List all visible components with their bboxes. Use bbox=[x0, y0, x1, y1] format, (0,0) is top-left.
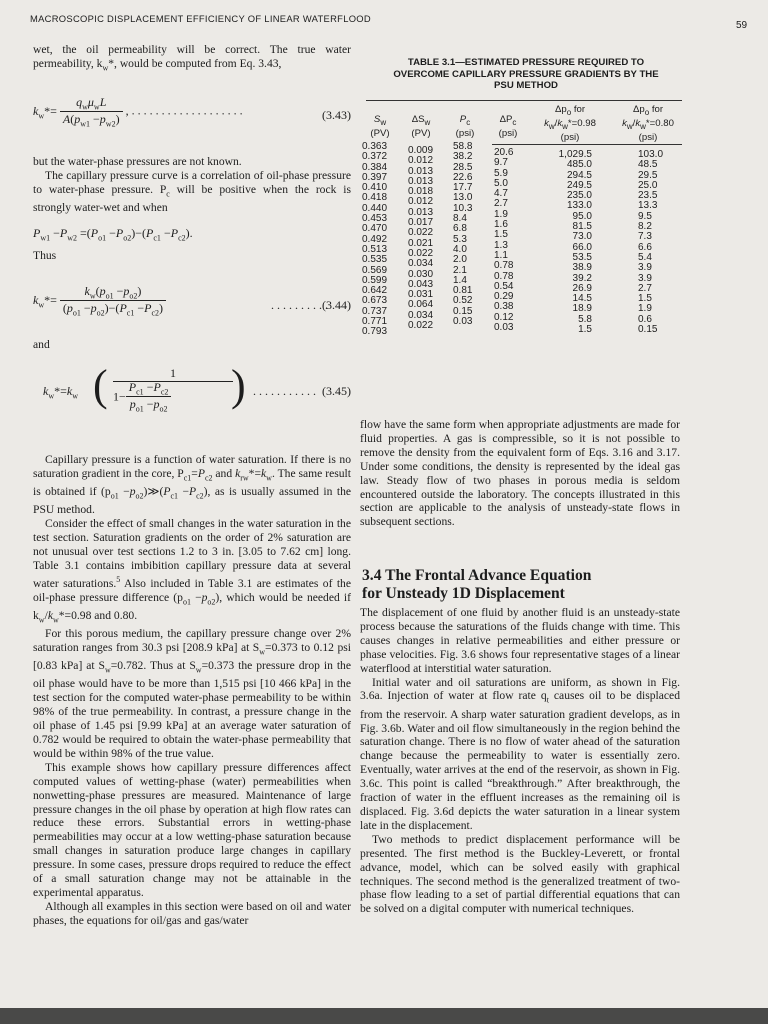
thus-label: Thus bbox=[33, 249, 57, 262]
table-cell-sw: 0.569 bbox=[362, 264, 388, 276]
table-cell-dp098: 38.9 bbox=[572, 262, 592, 274]
table-cell-dp098: 1,029.5 bbox=[558, 149, 592, 160]
table-cell-dsw: 0.031 bbox=[408, 289, 434, 301]
table-cell-sw: 0.737 bbox=[362, 305, 388, 317]
table-cell-dp080: 103.0 bbox=[638, 149, 664, 160]
table-cell-sw: 0.372 bbox=[362, 151, 388, 163]
table-cell-dpc: 5.0 bbox=[494, 177, 508, 189]
table-cell-dpc: 0.54 bbox=[494, 280, 514, 292]
column-sw bbox=[362, 142, 387, 338]
table-cell-pc: 10.3 bbox=[453, 202, 473, 214]
equation-3-43: $k_w*=$ $\frac{q_w\mu_wL}{A(p_{w1} -p_{w2})}$ , . . . . . . . . . . . . . . . . . . . (3.43) bbox=[33, 95, 351, 129]
table-cell-dsw: 0.022 bbox=[408, 227, 434, 239]
table-cell-dp098: 485.0 bbox=[566, 159, 592, 171]
table-cell-sw: 0.384 bbox=[362, 161, 388, 173]
table-cell-pc: 0.52 bbox=[453, 295, 473, 307]
table-cell-sw: 0.642 bbox=[362, 285, 388, 297]
table-cell-dsw: 0.012 bbox=[408, 155, 434, 167]
table-cell-sw: 0.535 bbox=[362, 254, 388, 266]
table-cell-dp080: 9.5 bbox=[638, 210, 652, 222]
table-cell-dp080: 1.5 bbox=[638, 293, 652, 305]
table-cell-dpc: 1.5 bbox=[494, 229, 508, 241]
equation-pressure-difference: $P_{w1} -P_{w2} =(P_{o1} -P_{o2})-(P_{c1} -P_{c2})$. bbox=[33, 226, 193, 243]
column-pc bbox=[453, 142, 472, 327]
table-cell-dpc: 0.03 bbox=[494, 322, 514, 334]
column-delta-sw bbox=[408, 146, 433, 331]
table-cell-pc: 5.3 bbox=[453, 233, 467, 245]
table-cell-sw: 0.440 bbox=[362, 202, 388, 214]
header-delta-pc: $\Delta P_c$ (psi) bbox=[498, 114, 518, 139]
table-cell-pc: 58.8 bbox=[453, 141, 473, 152]
table-cell-dsw: 0.018 bbox=[408, 186, 434, 198]
header-delta-sw: $\Delta S_w$ (PV) bbox=[411, 114, 431, 139]
table-cell-dsw: 0.012 bbox=[408, 196, 434, 208]
right-paragraph-1: flow have the same form when appropriate adjustments are made for fluid properties. A gas is compressible, so it is not possible to remove the density from the equivalent form of Eqs. 3.16 and 3.17. Under some conditions, the density is represented by the ideal gas law. Steady flow of two phases in porous media is seldom encountered outside the laboratory. The concepts illustrated in this section are applicable to the analysis of unsteady-state flows in subsequent sections. bbox=[360, 418, 680, 529]
table-cell-dp098: 95.0 bbox=[572, 210, 592, 222]
equation-number-3-44: (3.44) bbox=[322, 298, 351, 312]
table-cell-sw: 0.418 bbox=[362, 192, 388, 204]
table-cell-dp080: 29.5 bbox=[638, 169, 658, 181]
table-cell-sw: 0.410 bbox=[362, 182, 388, 194]
table-cell-dp080: 0.15 bbox=[638, 324, 658, 336]
running-head: MACROSCOPIC DISPLACEMENT EFFICIENCY OF LINEAR WATERFLOOD bbox=[30, 13, 371, 24]
table-cell-sw: 0.599 bbox=[362, 274, 388, 286]
table-cell-pc: 4.0 bbox=[453, 243, 467, 255]
table-cell-dp098: 235.0 bbox=[566, 190, 592, 202]
table-cell-pc: 2.1 bbox=[453, 264, 467, 276]
table-cell-dsw: 0.013 bbox=[408, 175, 434, 187]
table-cell-dsw: 0.034 bbox=[408, 258, 434, 270]
table-cell-pc: 6.8 bbox=[453, 223, 467, 235]
column-dp-098 bbox=[552, 150, 592, 335]
column-dp-080 bbox=[638, 150, 663, 335]
table-cell-dp080: 3.9 bbox=[638, 272, 652, 284]
left-paragraph-1: wet, the oil permeability will be correct. The true water permeability, $k_w*$, would be computed from Eq. 3.43, bbox=[33, 43, 351, 73]
page-number: 59 bbox=[736, 20, 748, 31]
table-cell-dp080: 7.3 bbox=[638, 231, 652, 243]
table-cell-dpc: 1.9 bbox=[494, 208, 508, 220]
table-cell-dpc: 0.29 bbox=[494, 291, 514, 303]
table-cell-dp098: 81.5 bbox=[572, 221, 592, 233]
table-cell-pc: 0.03 bbox=[453, 316, 473, 328]
equation-number-3-43: (3.43) bbox=[322, 108, 351, 122]
table-cell-dp098: 26.9 bbox=[572, 282, 592, 294]
table-cell-dp098: 249.5 bbox=[566, 179, 592, 191]
table-cell-dpc: 1.6 bbox=[494, 219, 508, 231]
table-cell-dpc: 20.6 bbox=[494, 147, 514, 158]
right-body-text: The displacement of one fluid by another fluid is an unsteady-state process because the saturations of the fluids change with time. This causes changes in relative permeabilities and either pressure or phase velocities. Fig. 3.6 shows four representative stages of a linear waterflood at interstitial water saturation. Initial water and oil saturations are uniform, as shown in Fig. 3.6a. Injection of water at flow rate $q_t$ causes oil to be displaced from the reservoir. A sharp water saturation gradient develops, as in Fig. 3.6b. Water and oil flow simultaneously in the region behind the saturation change. There is no flow of water ahead of the saturation change because the permeability to water is essentially zero. Eventually, water arrives at the end of the reservoir, as shown in Fig. 3.6c. This point is called “breakthrough.” After breakthrough, the fraction of water in the effluent increases as the remaining oil is displaced. Fig. 3.6d depicts the water saturation in a linear system late in the displacement. Two methods to predict displacement performance will be presented. The first method is the Buckley-Leverett, or frontal advance, model, which can be solved easily with graphical techniques. The second method is the generalized treatment of two-phase flow leading to a set of partial differential equations that can be solved on a digital computer with numerical techniques. bbox=[360, 606, 681, 916]
table-cell-dp080: 23.5 bbox=[638, 190, 658, 202]
equation-number-3-45: (3.45) bbox=[322, 384, 351, 398]
table-cell-sw: 0.771 bbox=[362, 316, 388, 328]
table-cell-pc: 1.4 bbox=[453, 274, 467, 286]
header-sw: $S_w$ (PV) bbox=[370, 114, 390, 139]
table-cell-dpc: 0.12 bbox=[494, 311, 514, 323]
table-cell-dsw: 0.064 bbox=[408, 299, 434, 311]
table-cell-dp098: 1.5 bbox=[578, 324, 592, 336]
table-cell-pc: 0.81 bbox=[453, 285, 473, 297]
page-bottom-edge bbox=[0, 1008, 768, 1024]
table-cell-sw: 0.492 bbox=[362, 233, 388, 245]
table-cell-dpc: 0.38 bbox=[494, 301, 514, 313]
table-cell-dp080: 8.2 bbox=[638, 221, 652, 233]
table-cell-dsw: 0.013 bbox=[408, 165, 434, 177]
section-heading-3-4: 3.4 The Frontal Advance Equation for Unsteady 1D Displacement bbox=[362, 567, 592, 602]
table-cell-pc: 8.4 bbox=[453, 213, 467, 225]
table-cell-sw: 0.673 bbox=[362, 295, 388, 307]
table-cell-pc: 28.5 bbox=[453, 161, 473, 173]
table-cell-dsw: 0.043 bbox=[408, 278, 434, 290]
table-cell-sw: 0.453 bbox=[362, 213, 388, 225]
table-cell-dp080: 48.5 bbox=[638, 159, 658, 171]
column-delta-pc bbox=[494, 148, 513, 333]
table-cell-dsw: 0.021 bbox=[408, 237, 434, 249]
equation-3-44: $k_w*=$ $\frac{k_w(p_{o1} -p_{o2})}{(p_{o1} -p_{o2})-(P_{c1} -P_{c2})}$ . . . . . . . . . . (3.44) bbox=[33, 284, 351, 318]
table-cell-dp098: 14.5 bbox=[572, 293, 592, 305]
equation-3-45: $k_w*=k_w$ ( 1 1− $\frac{P_{c1} -P_{c2}}{p_{o1} -p_{o2}}$ ) . . . . . . . . . . . (3.45) bbox=[43, 361, 351, 414]
table-top-rule bbox=[366, 100, 682, 101]
table-cell-dp080: 25.0 bbox=[638, 179, 658, 191]
table-cell-sw: 0.513 bbox=[362, 243, 388, 255]
header-subrule bbox=[492, 144, 682, 145]
header-dp-098: $\Delta p_o$ for $k_w/k_w*=0.98$ (psi) bbox=[544, 104, 596, 143]
header-dp-080: $\Delta p_o$ for $k_w/k_w*=0.80$ (psi) bbox=[622, 104, 674, 143]
table-cell-sw: 0.470 bbox=[362, 223, 388, 235]
table-cell-dpc: 0.78 bbox=[494, 270, 514, 282]
table-cell-dp080: 13.3 bbox=[638, 200, 658, 212]
table-cell-dpc: 2.7 bbox=[494, 198, 508, 210]
table-cell-dp098: 39.2 bbox=[572, 272, 592, 284]
table-cell-dp098: 73.0 bbox=[572, 231, 592, 243]
table-cell-sw: 0.793 bbox=[362, 326, 388, 338]
table-cell-dp080: 3.9 bbox=[638, 262, 652, 274]
table-cell-dpc: 4.7 bbox=[494, 188, 508, 200]
left-paragraph-2: but the water-phase pressures are not known. The capillary pressure curve is a correlation of oil-phase pressure to water-phase pressure. $P_c$ will be positive when the rock is strongly water-wet and when bbox=[33, 155, 351, 215]
table-cell-dsw: 0.009 bbox=[408, 145, 434, 156]
table-cell-dp098: 5.8 bbox=[578, 313, 592, 325]
table-cell-dpc: 1.3 bbox=[494, 239, 508, 251]
table-cell-sw: 0.397 bbox=[362, 171, 388, 183]
table-cell-pc: 17.7 bbox=[453, 182, 473, 194]
left-body-text: Capillary pressure is a function of water saturation. If there is no saturation gradient in the core, $P_{c1}=P_{c2}$ and $k_{rw}*=k_w$. The same result is obtained if ($p_{o1}$ $-p_{o2})≫(P_{c1} -P_{c2})$, as is usually assumed in the PSU method. Consider the effect of small changes in the water saturation in the test section. Saturation gradients on the order of 2% saturation are not unusual over test sections 1.2 to 3 in. [3.05 to 7.62 cm] long. Table 3.1 contains imbibition capillary pressure data at several water saturations.$^5$ Also included in Table 3.1 are estimates of the oil-phase pressure difference $(p_{o1} -p_{o2})$, which would be needed if $k_w/k_w*=0.98$ and 0.80. For this porous medium, the capillary pressure change over 2% saturation ranges from 30.3 psi [208.9 kPa] at $S_w=0.373$ to 0.12 psi [0.83 kPa] at $S_w=0.782$. Thus at $S_w=0.373$ the pressure drop in the oil phase would have to be more than 1,515 psi [10 466 kPa] in the test section for the computed water-phase permeability to be within 98% of the true permeability. In contrast, a pressure change in the oil phase of 1.45 psi [9.99 kPa] at an average water saturation of 0.782 would be required to obtain the water-phase permeability that would be within 98% of the true value. This example shows how capillary pressure differences affect computed values of wetting-phase (water) permeabilities when nonwetting-phase pressures are measured. Maintenance of large pressure changes in the oil phase by operation at high flow rates can reduce these errors. Substantial errors in wetting-phase permeabilities may occur at a low wetting-phase saturation because small changes in saturation produce large changes in capillary pressure. In some cases, pressure drops required to reduce the effect of a small saturation change may not be attainable in the experimental apparatus. Although all examples in this section were based on oil and water phases, the equations for oil/gas and gas/water bbox=[33, 453, 352, 927]
table-cell-dsw: 0.022 bbox=[408, 320, 434, 332]
table-cell-dp098: 133.0 bbox=[566, 200, 592, 212]
table-cell-pc: 2.0 bbox=[453, 254, 467, 266]
table-cell-pc: 13.0 bbox=[453, 192, 473, 204]
table-cell-pc: 38.2 bbox=[453, 151, 473, 163]
table-cell-dpc: 5.9 bbox=[494, 167, 508, 179]
table-cell-dp098: 53.5 bbox=[572, 251, 592, 263]
header-pc: $P_c$ (psi) bbox=[455, 114, 475, 139]
table-cell-dsw: 0.034 bbox=[408, 309, 434, 321]
table-cell-dsw: 0.030 bbox=[408, 268, 434, 280]
table-cell-sw: 0.363 bbox=[362, 141, 388, 152]
table-cell-dsw: 0.022 bbox=[408, 247, 434, 259]
table-cell-dp080: 0.6 bbox=[638, 313, 652, 325]
table-cell-dsw: 0.013 bbox=[408, 206, 434, 218]
table-cell-pc: 22.6 bbox=[453, 171, 473, 183]
table-cell-dp098: 66.0 bbox=[572, 241, 592, 253]
table-cell-dp098: 294.5 bbox=[566, 169, 592, 181]
table-cell-dsw: 0.017 bbox=[408, 217, 434, 229]
table-cell-dp080: 5.4 bbox=[638, 251, 652, 263]
table-title: TABLE 3.1—ESTIMATED PRESSURE REQUIRED TO OVERCOME CAPILLARY PRESSURE GRADIENTS BY THE PSU METHOD bbox=[393, 57, 659, 91]
table-cell-dp080: 6.6 bbox=[638, 241, 652, 253]
table-cell-dpc: 9.7 bbox=[494, 157, 508, 169]
table-cell-dpc: 1.1 bbox=[494, 249, 508, 261]
table-cell-dpc: 0.78 bbox=[494, 260, 514, 272]
and-label: and bbox=[33, 338, 50, 351]
table-cell-dp080: 1.9 bbox=[638, 303, 652, 315]
table-cell-pc: 0.15 bbox=[453, 305, 473, 317]
table-cell-dp098: 18.9 bbox=[572, 303, 592, 315]
table-cell-dp080: 2.7 bbox=[638, 282, 652, 294]
